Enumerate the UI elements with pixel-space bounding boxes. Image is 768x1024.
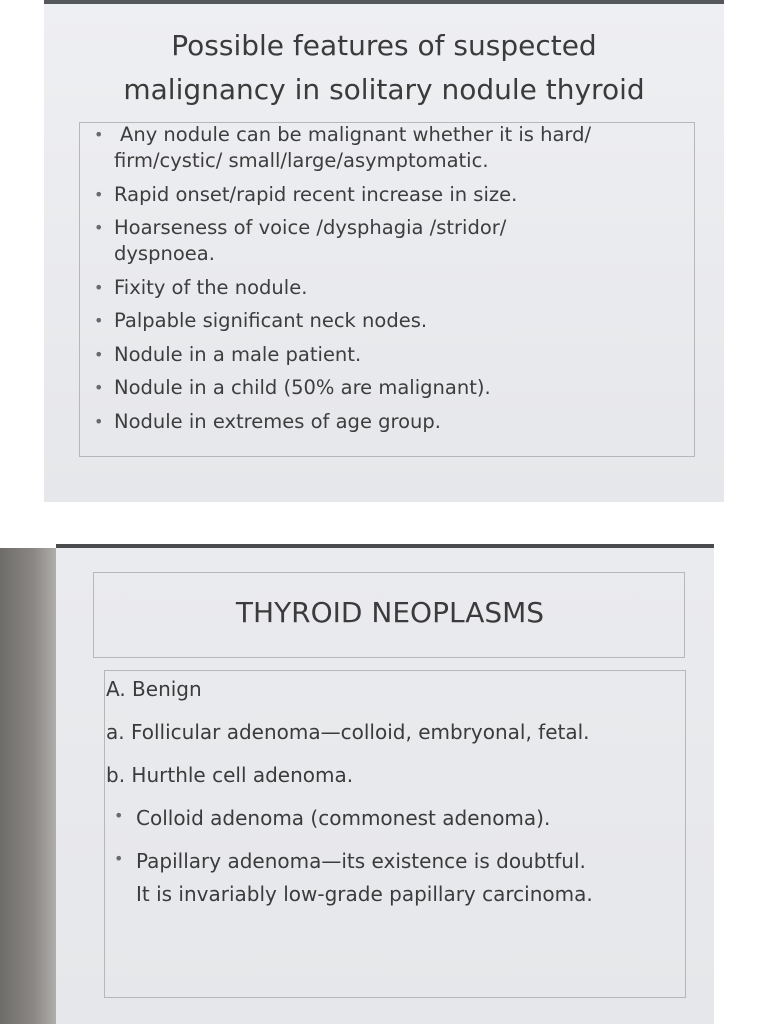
- bullet-dot-icon: •: [94, 378, 104, 397]
- features-list: [94, 122, 684, 442]
- list-item: [94, 215, 684, 267]
- list-item-text: It is invariably low-grade papillary carcinoma.: [136, 882, 593, 906]
- list-item: b. Hurthle cell adenoma.: [106, 763, 354, 787]
- section-heading: A. Benign: [106, 677, 202, 701]
- slide-thyroid-neoplasms: [56, 544, 714, 1024]
- list-item: [94, 342, 684, 368]
- list-item: [94, 122, 684, 174]
- list-item-text: Nodule in extremes of age group.: [114, 409, 441, 433]
- list-item-text: Fixity of the nodule.: [114, 275, 308, 299]
- list-item-text: firm/cystic/ small/large/asymptomatic.: [114, 149, 489, 172]
- list-item-text: Rapid onset/rapid recent increase in size.: [114, 182, 518, 206]
- list-item: [94, 275, 684, 301]
- title-box: [93, 572, 685, 658]
- list-item-text: Nodule in a male patient.: [114, 342, 362, 366]
- list-item: [106, 806, 550, 830]
- list-item: [94, 182, 684, 208]
- background-shadow: [0, 548, 56, 1024]
- list-item: [106, 849, 586, 873]
- bullet-dot-icon: •: [94, 411, 104, 431]
- list-item: a. Follicular adenoma—colloid, embryonal, fetal.: [106, 720, 590, 744]
- list-item-text: Hoarseness of voice /dysphagia /stridor/: [114, 216, 507, 239]
- list-item-text: Palpable significant neck nodes.: [114, 309, 428, 332]
- list-item-text: Nodule in a child (50% are malignant).: [114, 376, 491, 399]
- list-item: [94, 409, 684, 435]
- slide-title-line-2: malignancy in solitary nodule thyroid: [123, 73, 645, 106]
- bullet-dot-icon: •: [94, 311, 104, 330]
- slide-title: THYROID NEOPLASMS: [235, 596, 545, 629]
- list-item-text: dyspnoea.: [114, 242, 215, 265]
- bullet-dot-icon: •: [94, 218, 104, 237]
- list-item-text: Any nodule can be malignant whether it is hard/: [120, 123, 592, 146]
- list-item: [94, 308, 684, 334]
- bullet-dot-icon: •: [114, 849, 124, 868]
- list-item-continuation: [106, 882, 593, 906]
- bullet-dot-icon: •: [114, 806, 124, 825]
- list-item-text: Papillary adenoma—its existence is doubtful.: [136, 849, 586, 873]
- slide-malignancy-features: [44, 0, 724, 502]
- bullet-dot-icon: •: [94, 344, 104, 364]
- list-item: [94, 375, 684, 401]
- slide-title-line-1: Possible features of suspected: [171, 29, 597, 62]
- bullet-dot-icon: •: [94, 184, 104, 204]
- bullet-dot-icon: •: [94, 277, 104, 297]
- list-item-text: Colloid adenoma (commonest adenoma).: [136, 806, 551, 830]
- bullet-dot-icon: •: [94, 125, 104, 144]
